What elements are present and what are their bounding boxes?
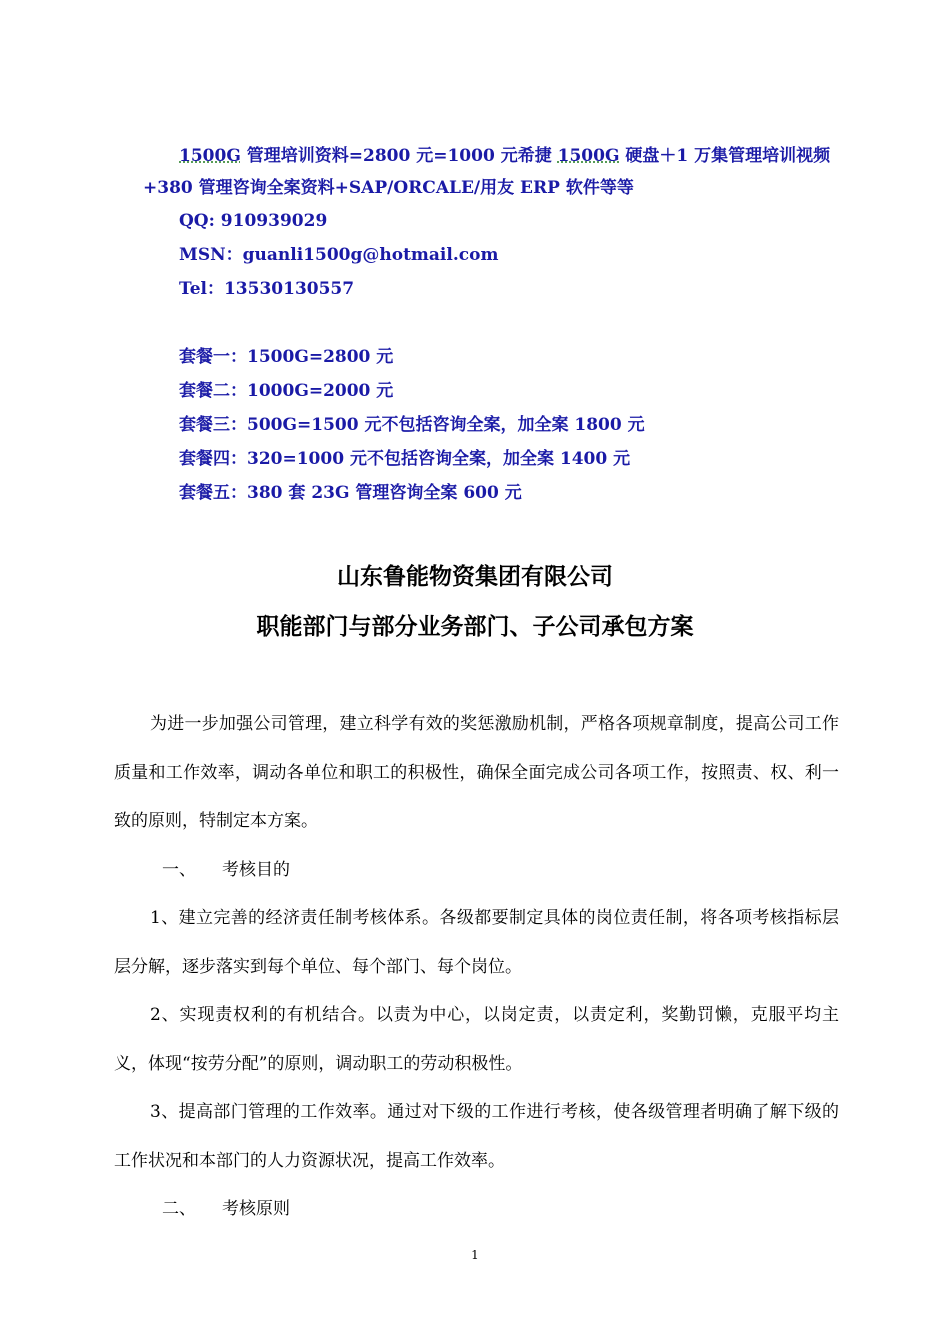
ad-qq: QQ: 910939029 (179, 211, 328, 231)
ad-headline-size-1: 1500G (179, 146, 241, 166)
ad-block (143, 140, 833, 510)
section-number: 二、 (162, 1199, 196, 1219)
ad-msn: MSN：guanli1500g@hotmail.com (179, 245, 499, 265)
section-title: 考核目的 (222, 859, 290, 880)
ad-tel: Tel：13530130557 (179, 279, 355, 299)
document-body (114, 700, 839, 1234)
list-item: 2、实现责权利的有机结合。以责为中心，以岗定责，以责定利，奖勤罚懒，克服平均主义，体现“按劳分配”的原则，调动职工的劳动积极性。 (114, 1005, 839, 1074)
document-title: 职能部门与部分业务部门、子公司承包方案 (256, 613, 694, 640)
ad-headline-size-2: 1500G (557, 146, 620, 166)
section-heading-1 (114, 846, 839, 895)
intro-paragraph: 为进一步加强公司管理，建立科学有效的奖惩激励机制，严格各项规章制度，提高公司工作质量和工作效率，调动各单位和职工的积极性，确保全面完成公司各项工作，按照责、权、利一致的原则，特制定本方案。 (114, 714, 839, 831)
list-item: 3、提高部门管理的工作效率。通过对下级的工作进行考核，使各级管理者明确了解下级的工作状况和本部门的人力资源状况，提高工作效率。 (114, 1102, 839, 1171)
ad-headline-part-4: 硬盘＋1 万集管理培训视频+380 管理咨询全案资料+SAP/ORCALE/用友 ERP 软件等等 (143, 146, 831, 198)
section-heading-2 (114, 1185, 839, 1234)
ad-package-5: 套餐五：380 套 23G 管理咨询全案 600 元 (179, 483, 522, 503)
page-number: 1 (471, 1248, 479, 1262)
ad-headline (143, 140, 833, 204)
ad-package-2: 套餐二：1000G=2000 元 (179, 381, 394, 401)
ad-package-4: 套餐四：320=1000 元不包括咨询全案，加全案 1400 元 (179, 449, 631, 469)
section-number: 一、 (162, 859, 196, 880)
list-item: 1、建立完善的经济责任制考核体系。各级都要制定具体的岗位责任制，将各项考核指标层层分解，逐步落实到每个单位、每个部门、每个岗位。 (114, 908, 839, 977)
company-title: 山东鲁能物资集团有限公司 (337, 563, 613, 590)
ad-headline-part-2: 管理培训资料=2800 元=1000 元希捷 (240, 146, 558, 166)
ad-package-3: 套餐三：500G=1500 元不包括咨询全案，加全案 1800 元 (179, 415, 645, 435)
section-title: 考核原则 (222, 1199, 290, 1219)
ad-package-1: 套餐一：1500G=2800 元 (179, 347, 394, 367)
